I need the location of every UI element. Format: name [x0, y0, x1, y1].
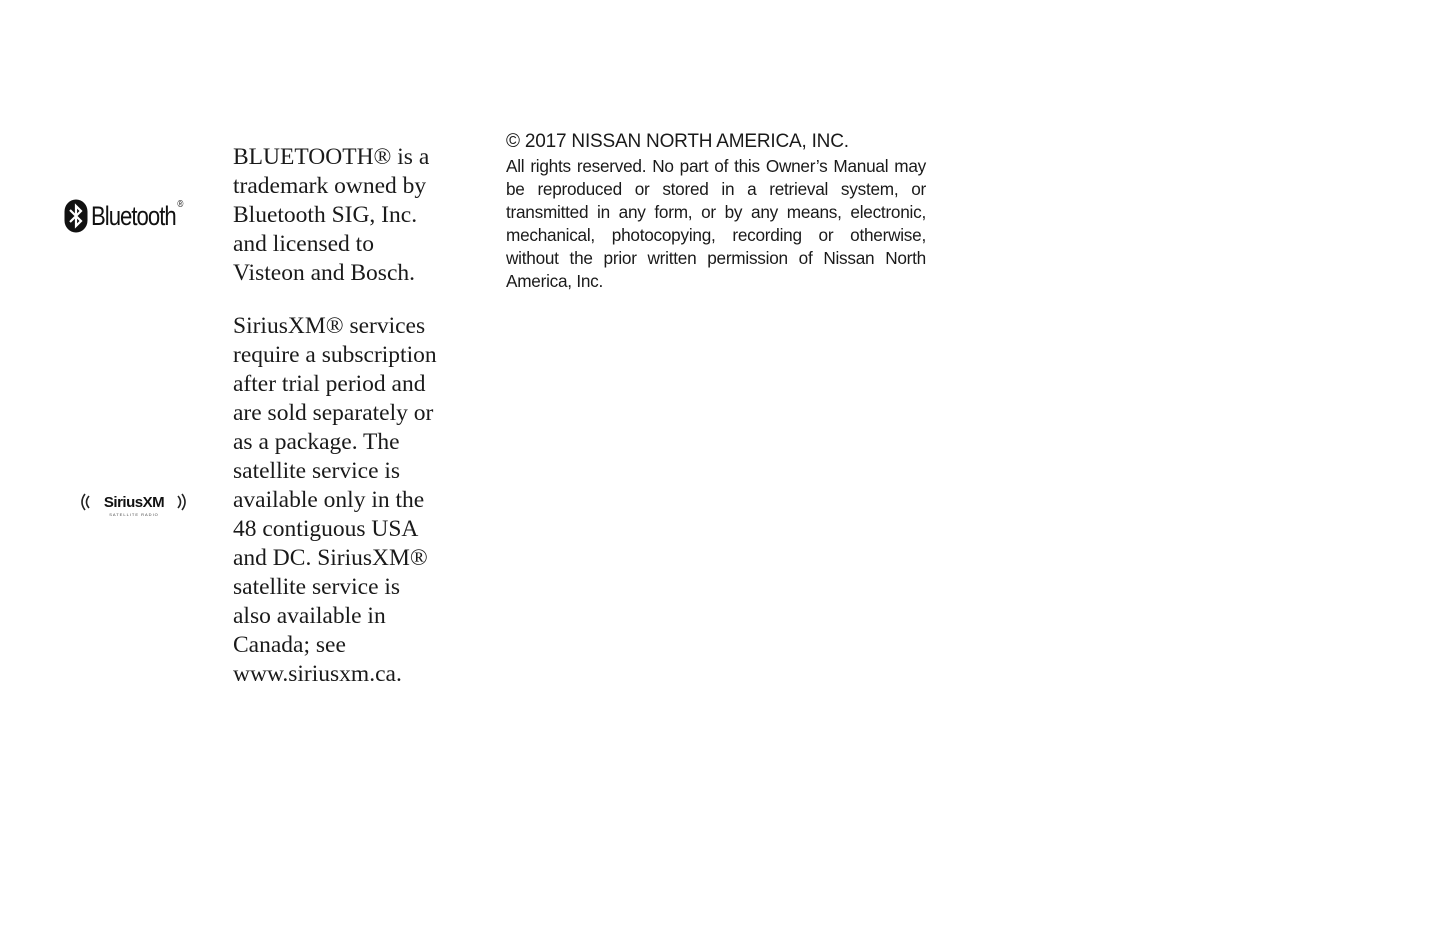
- bluetooth-notice-line: and licensed to: [233, 231, 374, 257]
- siriusxm-notice-line: are sold separately or: [233, 400, 434, 426]
- siriusxm-notice-line: www.siriusxm.ca.: [233, 661, 402, 687]
- siriusxm-wordmark: SiriusXM: [103, 494, 165, 511]
- copyright-block: [506, 129, 926, 294]
- bluetooth-logo: [64, 196, 204, 236]
- siriusxm-notice-line: satellite service is: [233, 458, 401, 484]
- siriusxm-notice-line: as a package. The: [233, 429, 400, 455]
- siriusxm-notice-line: satellite service is: [233, 574, 401, 600]
- siriusxm-notice-line: after trial period and: [233, 371, 426, 397]
- bluetooth-wordmark: Bluetooth ®: [91, 198, 183, 231]
- siriusxm-logo: [72, 486, 196, 522]
- siriusxm-logo-graphic: [72, 486, 196, 522]
- siriusxm-notice-line: available only in the: [233, 487, 425, 513]
- bluetooth-icon: [64, 199, 88, 233]
- siriusxm-notice-line: 48 contiguous USA: [233, 516, 419, 542]
- bluetooth-notice-line: Visteon and Bosch.: [233, 260, 415, 286]
- copyright-heading: © 2017 NISSAN NORTH AMERICA, INC.: [506, 131, 849, 152]
- siriusxm-notice-line: require a subscription: [233, 342, 437, 368]
- bluetooth-notice-line: Bluetooth SIG, Inc.: [233, 202, 418, 228]
- siriusxm-notice-line: also available in: [233, 603, 386, 629]
- copyright-body: All rights reserved. No part of this Owner’s Manual may be reproduced or stored in a retrieval system, or transmitted in any form, or by any means, electronic, mechanical, photocopying, recording or otherwise, without the prior written permission of Nissan North America, Inc.: [506, 156, 926, 292]
- siriusxm-subscription-notice: [233, 312, 455, 689]
- siriusxm-notice-line: Canada; see: [233, 632, 346, 658]
- bluetooth-notice-line: trademark owned by: [233, 173, 427, 199]
- siriusxm-tagline: SATELLITE RADIO: [109, 512, 159, 517]
- siriusxm-notice-line: and DC. SiriusXM®: [233, 545, 428, 571]
- siriusxm-notice-line: SiriusXM® services: [233, 313, 426, 339]
- bluetooth-trademark-notice: [233, 143, 455, 288]
- bluetooth-notice-line: BLUETOOTH® is a: [233, 144, 430, 170]
